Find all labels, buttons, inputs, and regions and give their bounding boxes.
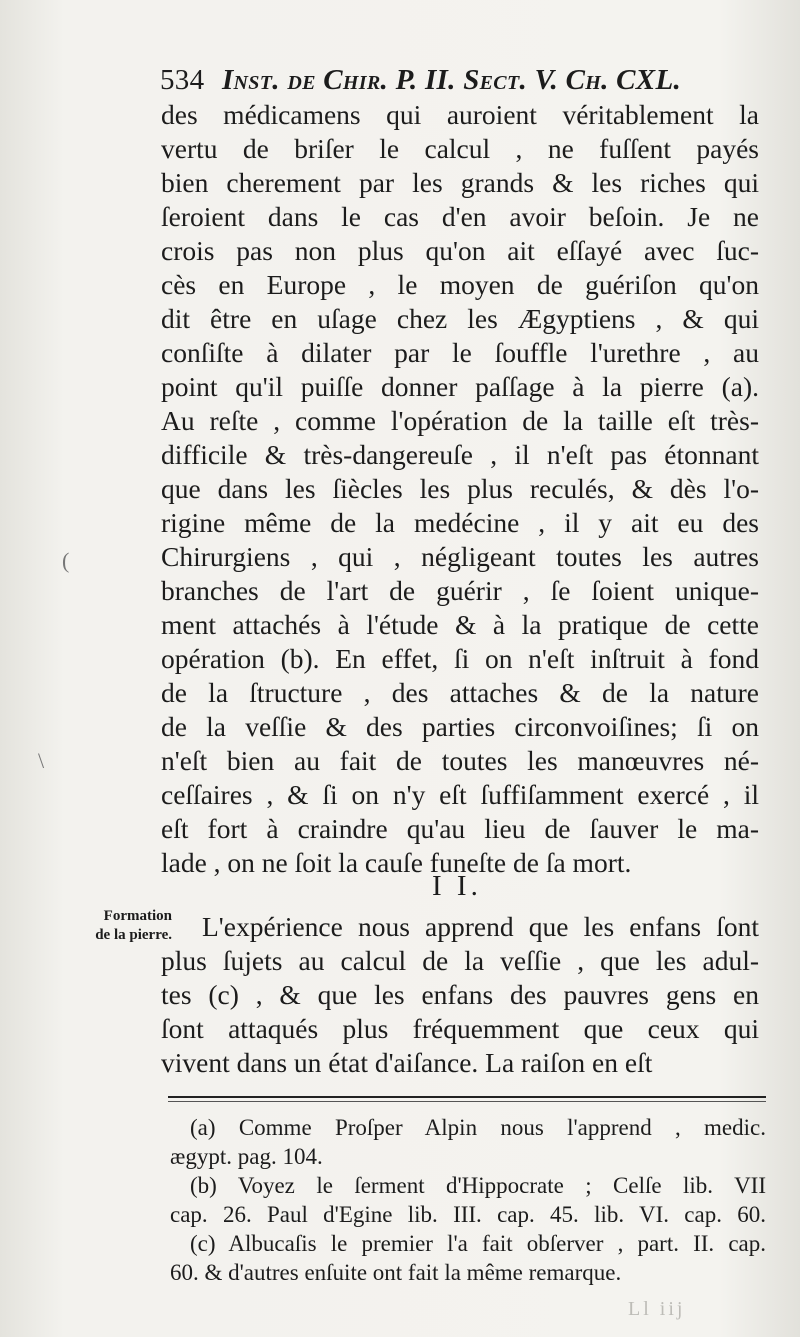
text-line: crois pas non plus qu'on ait eſſayé avec ſuc- <box>161 235 759 266</box>
text-line: de la veſſie & des parties circonvoiſines; ſi on <box>161 711 759 742</box>
section-number: I I. <box>432 870 482 902</box>
text-line: rigine même de la medécine , il y ait eu des <box>161 507 759 538</box>
footnote-rule-thin <box>168 1101 766 1102</box>
margin-stroke-mark: ( <box>62 548 70 573</box>
text-line: de la ſtructure , des attaches & de la nature <box>161 677 759 708</box>
footnote-line: cap. 26. Paul d'Egine lib. III. cap. 45. lib. VI. cap. 60. <box>170 1202 766 1227</box>
footnote-line: (c) Albucaſis le premier l'a fait obſerver , part. II. cap. <box>190 1231 766 1256</box>
footnote-line: 60. & d'autres enſuite ont fait la même remarque. <box>170 1260 622 1285</box>
text-line: ment attachés à l'étude & à la pratique de cette <box>161 609 759 640</box>
margin-note-line: de la pierre. <box>95 927 172 943</box>
footnote-line: (b) Voyez le ſerment d'Hippocrate ; Celſe lib. VII <box>190 1173 766 1198</box>
text-line: tes (c) , & que les enfans des pauvres gens en <box>161 979 759 1010</box>
text-line: lade , on ne ſoit la cauſe funeſte de ſa mort. <box>161 847 632 878</box>
footnote-line: (a) Comme Proſper Alpin nous l'apprend , medic. <box>190 1115 766 1140</box>
running-header <box>160 64 760 97</box>
text-line: Chirurgiens , qui , négligeant toutes les autres <box>161 541 759 572</box>
text-line: difficile & très-dangereuſe , il n'eſt pas étonnant <box>161 439 759 470</box>
margin-note <box>62 907 172 945</box>
text-line: bien cherement par les grands & les riches qui <box>161 167 759 198</box>
text-line: branches de l'art de guérir , ſe ſoient unique- <box>161 575 759 606</box>
text-line: dit être en uſage chez les Ægyptiens , & qui <box>161 303 759 334</box>
page-number: 534 <box>160 64 205 96</box>
text-line: vivent dans un état d'aiſance. La raiſon en eſt <box>161 1047 653 1078</box>
text-line: que dans les ſiècles les plus reculés, & dès l'o- <box>161 473 759 504</box>
footnote-line: ægypt. pag. 104. <box>170 1144 323 1169</box>
margin-stroke-mark: \ <box>38 748 45 773</box>
signature-mark: Ll iij <box>628 1298 686 1320</box>
text-line: opération (b). En effet, ſi on n'eſt inſtruit à fond <box>161 643 759 674</box>
text-line: point qu'il puiſſe donner paſſage à la pierre (a). <box>161 371 759 402</box>
footnote-rule <box>168 1096 766 1098</box>
text-line: eſt fort à craindre qu'au lieu de ſauver le ma- <box>161 813 759 844</box>
text-line: ſont attaqués plus fréquemment que ceux qui <box>161 1013 759 1044</box>
text-line: ceſſaires , & ſi on n'y eſt ſuffiſamment exercé , il <box>161 779 759 810</box>
text-line: vertu de briſer le calcul , ne fuſſent payés <box>161 133 759 164</box>
running-title: Inst. de Chir. P. II. Sect. V. Ch. CXL. <box>221 64 682 96</box>
text-line: ſeroient dans le cas d'en avoir beſoin. Je ne <box>161 201 759 232</box>
text-line: Au reſte , comme l'opération de la taille eſt très- <box>161 405 759 436</box>
text-line: des médicamens qui auroient véritablement la <box>161 99 759 130</box>
margin-note-line: Formation <box>103 908 172 924</box>
text-line: n'eſt bien au fait de toutes les manœuvres né- <box>161 745 759 776</box>
text-line: conſiſte à dilater par le ſouffle l'urethre , au <box>161 337 759 368</box>
text-line: plus ſujets au calcul de la veſſie , que les adul- <box>161 945 759 976</box>
text-line: L'expérience nous apprend que les enfans ſont <box>202 911 759 942</box>
text-line: cès en Europe , le moyen de guériſon qu'on <box>161 269 759 300</box>
